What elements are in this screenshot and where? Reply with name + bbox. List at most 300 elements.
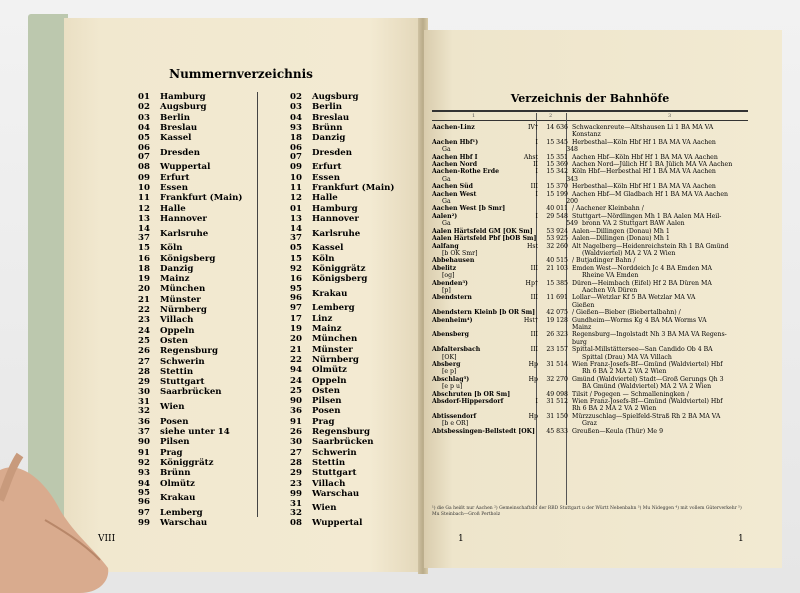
index-city: Stuttgart (312, 468, 357, 479)
station-class: I (535, 138, 538, 146)
station-row (432, 235, 748, 242)
station-route: Wien Franz-Josefs-Bf—Gmünd (Waldviertel) Hbf (572, 361, 723, 368)
station-name: Aachen Nord (432, 161, 478, 169)
index-number: 36 (290, 406, 302, 417)
station-class (522, 146, 548, 153)
station-class: IV† (527, 124, 538, 131)
index-number: 18 (138, 263, 150, 274)
station-name: [b OK Smr] (442, 249, 478, 257)
station-route: Aalen—Dillingen (Donau) Mh 1 (572, 235, 670, 243)
index-city: Frankfurt (Main) (160, 193, 243, 204)
station-row (432, 198, 748, 205)
station-number: 32 260 (546, 242, 568, 250)
index-entry (138, 398, 242, 417)
index-entry (290, 123, 394, 133)
station-row (432, 346, 748, 353)
index-city: Oppeln (160, 325, 195, 336)
index-entry (290, 92, 394, 102)
number-index-column-b (290, 92, 394, 528)
station-name: Aalen Härtsfeld GM [OK Sm] (432, 227, 533, 235)
index-number: 97 (290, 303, 302, 314)
station-name: Aalen²) (432, 212, 458, 220)
station-class: Hp (528, 412, 538, 420)
index-entry (138, 214, 242, 224)
index-entry (138, 468, 242, 478)
station-number: 15 351 (546, 153, 568, 161)
station-route: Wien Franz-Josefs-Bf—Gmünd (Waldviertel) Hbf (572, 398, 723, 406)
index-number: 91 (290, 416, 302, 427)
station-name (432, 339, 512, 346)
index-city: Osten (160, 335, 189, 346)
station-number (548, 287, 582, 294)
index-entry (290, 406, 394, 416)
index-entry (290, 143, 394, 162)
station-row (432, 146, 748, 153)
index-entry (138, 489, 242, 508)
index-entry (138, 458, 242, 468)
station-row (432, 154, 748, 161)
index-number: 11 (290, 183, 302, 194)
station-number (548, 250, 582, 257)
station-name (432, 131, 512, 138)
station-route: Düren—Heimbach (Eifel) Hf 2 BA Düren MA (572, 279, 712, 287)
station-route: Aachen Hbf—Köln Hbf Hf 1 BA MA VA Aachen (572, 153, 718, 161)
station-route: Lollar—Wetzlar Kf 5 BA Wetzlar MA VA (572, 294, 696, 302)
station-name: [OK] (442, 353, 457, 361)
station-number: 348 (566, 146, 578, 154)
station-class: III (530, 294, 538, 302)
index-city: Osten (312, 385, 341, 396)
number-index-column-a (138, 92, 242, 528)
index-city: Augsburg (312, 92, 359, 102)
station-name: [e p u] (442, 383, 463, 391)
index-number: 14 37 (290, 223, 302, 243)
station-route: Graz (582, 420, 597, 428)
index-number: 06 07 (290, 142, 302, 162)
station-route: / Aachener Kleinbahn / (572, 205, 644, 213)
index-city: Königsberg (160, 253, 216, 264)
station-name: Abendstern (432, 294, 472, 302)
station-name: Aachen West (432, 190, 477, 198)
index-number: 13 (138, 213, 150, 224)
index-city: Augsburg (160, 102, 207, 113)
index-entry (138, 162, 242, 172)
index-number: 24 (138, 325, 150, 336)
index-city: Posen (312, 406, 341, 417)
index-number: 94 (290, 365, 302, 376)
station-class (512, 405, 538, 412)
index-city: Nürnberg (160, 305, 207, 316)
index-city: Wien (312, 503, 337, 514)
index-city: Stettin (312, 457, 346, 468)
index-city: Münster (160, 294, 201, 305)
index-number: 92 (138, 457, 150, 468)
index-city: Mainz (312, 324, 342, 335)
index-number: 10 (290, 172, 302, 183)
index-city: Breslau (160, 122, 198, 133)
station-row (432, 191, 748, 198)
station-route: Konstanz (572, 131, 601, 139)
station-row (432, 250, 748, 257)
index-number: 02 (138, 102, 150, 113)
index-number: 16 (138, 253, 150, 264)
station-row (432, 139, 748, 146)
index-number: 97 (138, 507, 150, 518)
index-city: Berlin (160, 112, 191, 123)
station-route: Spittal-Millstättersee—San Candido Ob 4 BA (572, 346, 713, 354)
station-name: Absdorf-Hippersdorf (432, 398, 504, 406)
index-entry (138, 326, 242, 336)
index-number: 09 (290, 162, 302, 173)
station-class: Hp† (525, 279, 538, 287)
station-number: 15 385 (546, 279, 568, 287)
station-number: 200 (566, 198, 578, 206)
index-city: Schwerin (312, 447, 357, 458)
index-number: 27 (138, 356, 150, 367)
station-name: Aalfang (432, 242, 459, 250)
index-number: 10 (138, 183, 150, 194)
station-row (432, 376, 748, 383)
index-entry (138, 102, 242, 112)
station-number (538, 339, 572, 346)
station-name: [e p] (442, 368, 457, 376)
station-class (522, 383, 548, 390)
station-class (512, 302, 538, 309)
station-row (432, 309, 748, 316)
index-city: Schwerin (160, 356, 205, 367)
index-entry (290, 243, 394, 253)
index-city: Stettin (160, 366, 194, 377)
station-route: (Waldviertel) MA 2 VA 2 Wien (582, 249, 676, 257)
column-header-3: 3 (668, 113, 672, 119)
index-entry (290, 458, 394, 468)
station-row (432, 257, 748, 264)
index-entry (138, 193, 242, 203)
index-entry (138, 143, 242, 162)
station-row (432, 405, 748, 412)
station-name (432, 302, 512, 309)
index-entry (290, 324, 394, 334)
station-row (432, 302, 748, 309)
station-number: 29 548 (546, 212, 568, 220)
index-number: 08 (290, 518, 302, 529)
station-route: Gießen (572, 301, 595, 309)
index-entry (290, 193, 394, 203)
index-entry (290, 334, 394, 344)
station-row (432, 213, 748, 220)
index-city: München (160, 284, 206, 295)
index-city: Mainz (160, 274, 190, 285)
station-name: [og] (442, 272, 455, 280)
station-route: Aalen—Dillingen (Donau) Mh 1 (572, 227, 670, 235)
index-city: Halle (160, 203, 186, 214)
index-number: 08 (138, 162, 150, 173)
station-row (432, 317, 748, 324)
index-entry (290, 214, 394, 224)
station-name: Abtissendorf (432, 412, 477, 420)
station-name: Abschruten [b OR Sm] (432, 390, 511, 398)
index-number: 23 (290, 478, 302, 489)
index-city: Brünn (312, 122, 343, 133)
index-number: 03 (290, 102, 302, 113)
station-route: Greußen—Keula (Thür) Me 9 (572, 427, 664, 435)
station-name: Aachen Süd (432, 183, 473, 191)
index-number: 14 37 (138, 223, 150, 243)
index-city: Karlsruhe (160, 228, 209, 239)
index-entry (138, 427, 242, 437)
station-name: Abfaltersbach (432, 346, 481, 354)
index-number: 13 (290, 213, 302, 224)
station-row (432, 413, 748, 420)
index-city: Frankfurt (Main) (312, 183, 395, 194)
index-entry (138, 377, 242, 387)
station-class (512, 131, 538, 138)
index-city: Stuttgart (160, 377, 205, 388)
index-city: Wuppertal (312, 518, 363, 529)
station-class: Hp (528, 375, 538, 383)
station-route: bronn VA 2 Stuttgart BAW Aalen (582, 220, 685, 228)
index-city: Wien (160, 402, 185, 413)
station-name: Ga (442, 198, 451, 206)
index-city: Posen (160, 416, 189, 427)
index-entry (290, 314, 394, 324)
index-entry (138, 133, 242, 143)
index-number: 28 (138, 366, 150, 377)
index-city: Prag (160, 447, 183, 458)
station-name: Abschlag⁵) (432, 375, 470, 383)
index-city: Olmütz (312, 365, 347, 376)
station-name: Aalen Härtsfeld Pbf [bOB Sm] (432, 235, 537, 243)
station-name: Aachen Hbf¹) (432, 138, 479, 146)
index-city: Dresden (160, 147, 201, 158)
station-name: [b e OR] (442, 420, 469, 428)
index-city: Erfurt (312, 162, 342, 173)
station-number (548, 272, 582, 279)
station-name: Aachen-Linz (432, 124, 475, 131)
station-class (522, 354, 548, 361)
station-name: Abenheim⁴) (432, 316, 473, 324)
index-number: 23 (138, 315, 150, 326)
index-entry (290, 183, 394, 193)
index-city: Hannover (160, 213, 207, 224)
station-route: Rh 6 BA 2 MA 2 VA 2 Wien (582, 368, 667, 376)
station-number (548, 420, 582, 427)
station-class (512, 339, 538, 346)
station-name (432, 405, 512, 412)
index-number: 95 96 (290, 283, 302, 303)
station-number: 31 512 (546, 398, 568, 406)
station-class (522, 176, 548, 183)
station-row (432, 168, 748, 175)
index-city: Karlsruhe (312, 228, 361, 239)
index-number: 21 (138, 294, 150, 305)
station-row (432, 131, 748, 138)
index-entry (138, 305, 242, 315)
station-row (432, 398, 748, 405)
station-route: Aachen VA Düren (582, 286, 638, 294)
station-route: Rh 6 BA 2 MA 2 VA 2 Wien (572, 405, 657, 413)
index-entry (138, 346, 242, 356)
station-route: Emden West—Norddeich Jc 4 BA Emden MA (572, 264, 712, 272)
station-row (432, 265, 748, 272)
index-number: 22 (290, 354, 302, 365)
station-class: Hp (528, 361, 538, 368)
index-city: Nürnberg (312, 354, 359, 365)
station-number: 14 636 (546, 124, 568, 131)
index-entry (138, 508, 242, 518)
index-number: 95 96 (138, 488, 150, 508)
left-page-number: VIII (98, 534, 116, 544)
right-page-number-right: 1 (738, 534, 744, 544)
station-class: I (535, 212, 538, 220)
index-entry (290, 396, 394, 406)
station-row (432, 220, 748, 227)
index-number: 29 (138, 377, 150, 388)
index-entry (290, 468, 394, 478)
index-city: Danzig (160, 263, 194, 274)
station-name: Aachen-Rothe Erde (432, 168, 500, 176)
station-route: Mürzzuschlag—Spielfeld-Straß Rh 2 BA MA VA (572, 412, 721, 420)
index-city: Köln (312, 253, 335, 264)
station-number: 15 199 (546, 190, 568, 198)
index-number: 94 (138, 478, 150, 489)
station-route: / Gießen—Bieber (Biebertalbahn) / (572, 309, 681, 317)
index-number: 26 (290, 427, 302, 438)
table-header-rule (432, 120, 748, 121)
index-number: 93 (290, 122, 302, 133)
station-row (432, 354, 748, 361)
station-name: Abbehausen (432, 257, 475, 265)
station-class: Hst† (523, 316, 538, 324)
station-class (522, 198, 548, 205)
station-number (538, 302, 572, 309)
index-entry (290, 102, 394, 112)
index-entry (138, 113, 242, 123)
station-number (538, 131, 572, 138)
index-entry (138, 295, 242, 305)
station-row (432, 183, 748, 190)
station-number: 343 (566, 175, 578, 183)
station-number: 15 342 (546, 168, 568, 176)
index-number: 04 (138, 122, 150, 133)
index-city: Hannover (312, 213, 359, 224)
station-class: III (530, 264, 538, 272)
station-route: Schwackenreute—Altshausen Li 1 BA MA VA (572, 124, 714, 131)
station-row (432, 361, 748, 368)
index-city: Hamburg (160, 92, 206, 102)
station-class: I (535, 190, 538, 198)
station-class (522, 272, 548, 279)
station-row (432, 339, 748, 346)
index-number: 26 (138, 346, 150, 357)
station-name: Ga (442, 220, 451, 228)
station-row (432, 420, 748, 427)
index-entry (138, 183, 242, 193)
index-entry (290, 427, 394, 437)
index-city: Dresden (312, 147, 353, 158)
index-number: 31 32 (290, 498, 302, 518)
station-row (432, 176, 748, 183)
station-number: 549 (566, 220, 578, 228)
index-city: Königgrätz (160, 457, 214, 468)
index-entry (138, 123, 242, 133)
station-row (432, 331, 748, 338)
station-number: 32 270 (546, 375, 568, 383)
index-city: Königgrätz (312, 263, 366, 274)
station-class (522, 220, 548, 227)
station-class (522, 287, 548, 294)
station-class (512, 309, 538, 316)
index-city: Essen (312, 172, 340, 183)
index-city: Brünn (160, 468, 191, 479)
index-city: Berlin (312, 102, 343, 113)
station-class: I (535, 398, 538, 406)
index-entry (290, 162, 394, 172)
index-city: siehe unter 14 (160, 427, 230, 438)
index-entry (138, 518, 242, 528)
station-class (512, 235, 538, 242)
index-entry (138, 284, 242, 294)
station-name: Abtsbessingen-Bellstedt [OK] (432, 427, 535, 435)
station-route: Stuttgart—Nördlingen Mh 1 BA Aalen MA Heil- (572, 212, 722, 220)
station-route: Köln Hbf—Herbesthal Hf 1 BA MA VA Aachen (572, 168, 716, 176)
station-route: Spittal (Drau) MA VA Villach (582, 353, 672, 361)
station-row (432, 124, 748, 131)
index-number: 06 07 (138, 142, 150, 162)
index-city: Halle (312, 193, 338, 204)
index-entry (138, 479, 242, 489)
index-number: 19 (138, 274, 150, 285)
index-city: Saarbrücken (160, 387, 222, 398)
station-class (512, 391, 538, 398)
index-number: 29 (290, 468, 302, 479)
index-number: 05 (290, 243, 302, 254)
station-number: 11 691 (546, 294, 568, 302)
station-name: Abelitz (432, 264, 457, 272)
index-entry (290, 274, 394, 284)
index-entry (138, 173, 242, 183)
station-number: 40 011 (546, 205, 568, 213)
index-city: Krakau (312, 288, 348, 299)
index-entry (290, 345, 394, 355)
index-number: 28 (290, 457, 302, 468)
index-city: München (312, 334, 358, 345)
index-entry (290, 254, 394, 264)
table-top-rule (432, 110, 748, 112)
station-route: / Butjadinger Bahn / (572, 257, 636, 265)
station-class (522, 368, 548, 375)
station-number: 49 098 (546, 390, 568, 398)
index-entry (290, 113, 394, 123)
index-number: 11 (138, 193, 150, 204)
index-entry (290, 386, 394, 396)
index-entry (138, 224, 242, 243)
index-number: 25 (290, 385, 302, 396)
station-route: Regensburg—Ingolstadt Nh 3 BA MA VA Regens- (572, 331, 727, 339)
index-entry (290, 499, 394, 518)
index-city: Warschau (160, 518, 208, 529)
station-number (548, 354, 582, 361)
index-number: 91 (138, 447, 150, 458)
station-name: Absberg (432, 361, 461, 368)
station-route: Gundheim—Worms Kg 4 BA MA Worms VA (572, 316, 707, 324)
station-name: [p] (442, 286, 451, 294)
index-city: Krakau (160, 493, 196, 504)
column-header-2: 2 (549, 113, 553, 119)
station-class: Hst (526, 242, 538, 250)
index-entry (138, 387, 242, 397)
index-number: 12 (290, 193, 302, 204)
